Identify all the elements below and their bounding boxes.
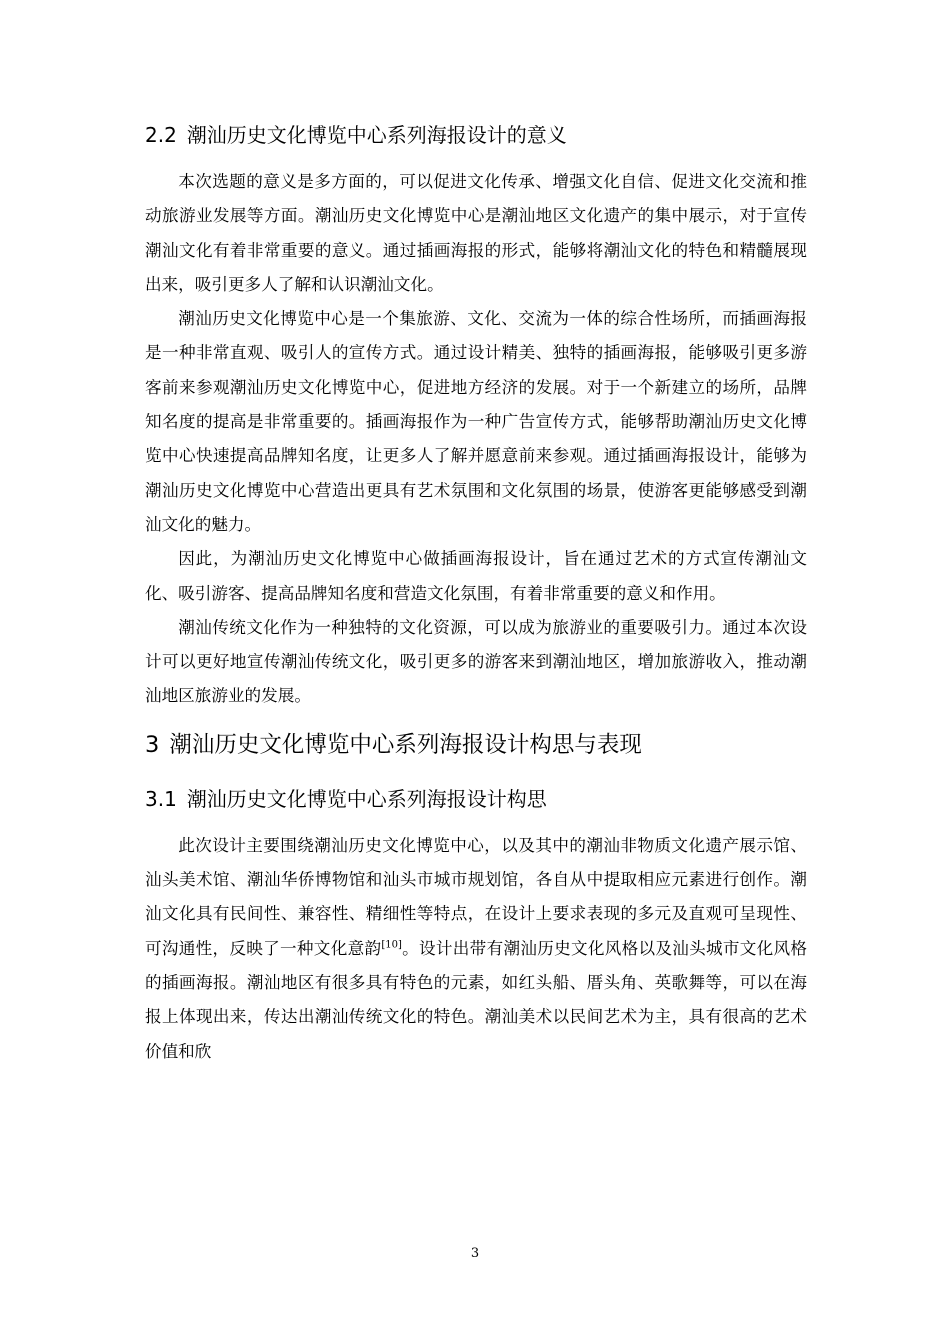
page-content: [145, 120, 807, 1069]
section-number: 2.2: [145, 123, 177, 147]
paragraph: 本次选题的意义是多方面的，可以促进文化传承、增强文化自信、促进文化交流和推动旅游业发展等方面。潮汕历史文化博览中心是潮汕地区文化遗产的集中展示，对于宣传潮汕文化有着非常重要的意义。通过插画海报的形式，能够将潮汕文化的特色和精髓展现出来，吸引更多人了解和认识潮汕文化。: [145, 172, 807, 294]
page-number: 3: [470, 1246, 480, 1261]
paragraph: [145, 829, 807, 1069]
section-heading-3-1: [145, 784, 807, 814]
paragraph-text: 此次设计主要围绕潮汕历史文化博览中心，以及其中的潮汕非物质文化遗产展示馆、汕头美术馆、潮汕华侨博物馆和汕头市城市规划馆，各自从中提取相应元素进行创作。潮汕文化具有民间性、兼容性、精细性等特点，在设计上要求表现的多元及直观可呈现性、可沟通性，反映了一种文化意韵: [145, 835, 807, 958]
paragraph: 潮汕传统文化作为一种独特的文化资源，可以成为旅游业的重要吸引力。通过本次设计可以更好地宣传潮汕传统文化，吸引更多的游客来到潮汕地区，增加旅游收入，推动潮汕地区旅游业的发展。: [145, 617, 807, 706]
section-title: 潮汕历史文化博览中心系列海报设计的意义: [186, 123, 567, 147]
paragraph-text: 。设计出带有潮汕历史文化风格以及汕头城市文化风格的插画海报。潮汕地区有很多具有特色的元素，如红头船、厝头角、英歌舞等，可以在海报上体现出来，传达出潮汕传统文化的特色。潮汕美术以民间艺术为主，具有很高的艺术价值和欣: [145, 938, 808, 1061]
section-heading-2-2: [145, 120, 807, 150]
citation-superscript: [10]: [381, 939, 402, 951]
paragraph: 潮汕历史文化博览中心是一个集旅游、文化、交流为一体的综合性场所，而插画海报是一种非常直观、吸引人的宣传方式。通过设计精美、独特的插画海报，能够吸引更多游客前来参观潮汕历史文化博览中心，促进地方经济的发展。对于一个新建立的场所，品牌知名度的提高是非常重要的。插画海报作为一种广告宣传方式，能够帮助潮汕历史文化博览中心快速提高品牌知名度，让更多人了解并愿意前来参观。通过插画海报设计，能够为潮汕历史文化博览中心营造出更具有艺术氛围和文化氛围的场景，使游客更能够感受到潮汕文化的魅力。: [145, 309, 807, 534]
section-number: 3.1: [145, 786, 177, 811]
section-title: 潮汕历史文化博览中心系列海报设计构思: [186, 786, 547, 811]
section-number: 3: [145, 731, 160, 758]
paragraph: 因此，为潮汕历史文化博览中心做插画海报设计，旨在通过艺术的方式宣传潮汕文化、吸引游客、提高品牌知名度和营造文化氛围，有着非常重要的意义和作用。: [145, 549, 807, 603]
section-title: 潮汕历史文化博览中心系列海报设计构思与表现: [169, 731, 642, 758]
section-heading-3: [145, 730, 807, 760]
